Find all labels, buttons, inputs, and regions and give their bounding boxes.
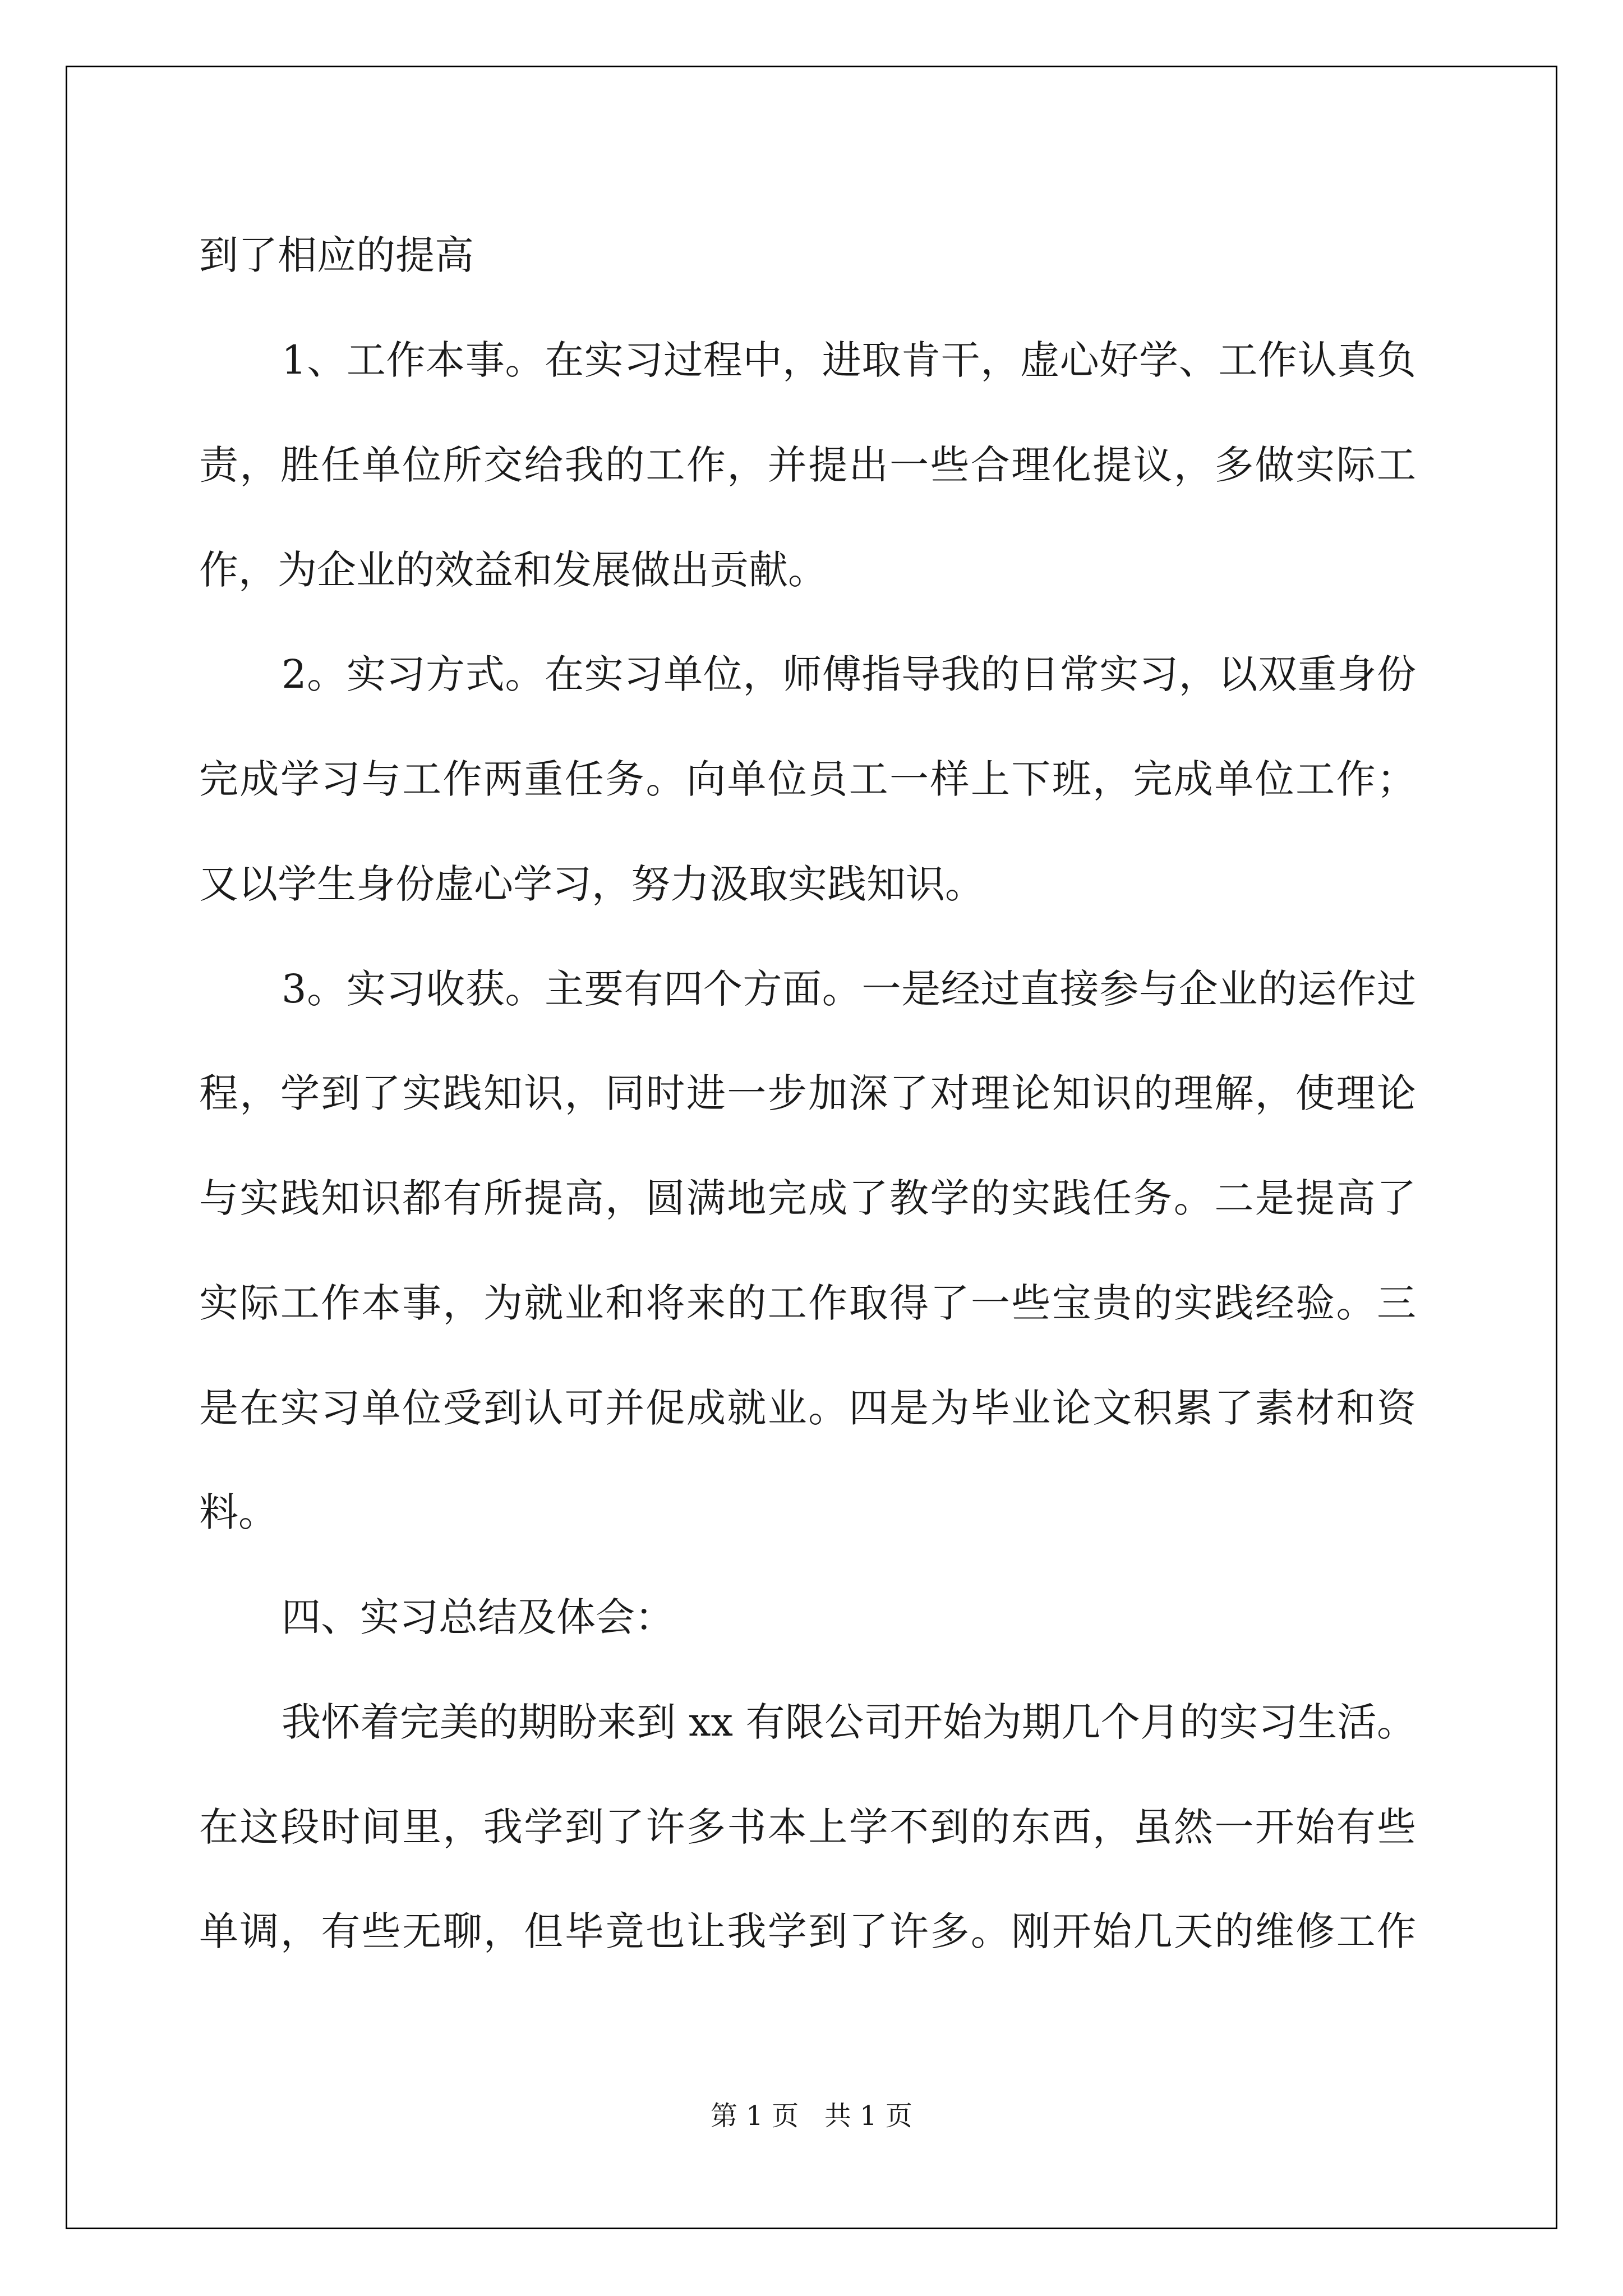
text-line: 2。实习方式。在实习单位，师傅指导我的日常实习，以双重身份 [282,651,1416,697]
text-line: 又以学生身份虚心学习，努力汲取实践知识。 [199,861,984,907]
text-line: 3。实习收获。主要有四个方面。一是经过直接参与企业的运作过 [282,966,1416,1012]
text-line: 单调，有些无聊，但毕竟也让我学到了许多。刚开始几天的维修工作 [199,1908,1416,1954]
text-line: 到了相应的提高 [199,232,474,278]
page-number-footer: 第 1 页 共 1 页 [711,2100,912,2132]
text-line: 是在实习单位受到认可并促成就业。四是为毕业论文积累了素材和资 [199,1385,1416,1431]
text-line: 作，为企业的效益和发展做出贡献。 [199,547,827,593]
text-line: 程，学到了实践知识，同时进一步加深了对理论知识的理解，使理论 [199,1070,1416,1116]
text-line: 完成学习与工作两重任务。向单位员工一样上下班，完成单位工作； [199,756,1416,802]
text-line: 实际工作本事，为就业和将来的工作取得了一些宝贵的实践经验。三 [199,1280,1416,1326]
text-line: 责，胜任单位所交给我的工作，并提出一些合理化提议，多做实际工 [199,442,1416,488]
text-line: 与实践知识都有所提高，圆满地完成了教学的实践任务。二是提高了 [199,1175,1416,1221]
text-line: 我怀着完美的期盼来到 xx 有限公司开始为期几个月的实习生活。 [282,1699,1416,1745]
section-heading: 四、实习总结及体会： [282,1594,674,1640]
text-line: 料。 [199,1489,278,1535]
text-line: 1、工作本事。在实习过程中，进取肯干，虚心好学、工作认真负 [282,337,1416,383]
text-line: 在这段时间里，我学到了许多书本上学不到的东西，虽然一开始有些 [199,1804,1416,1850]
